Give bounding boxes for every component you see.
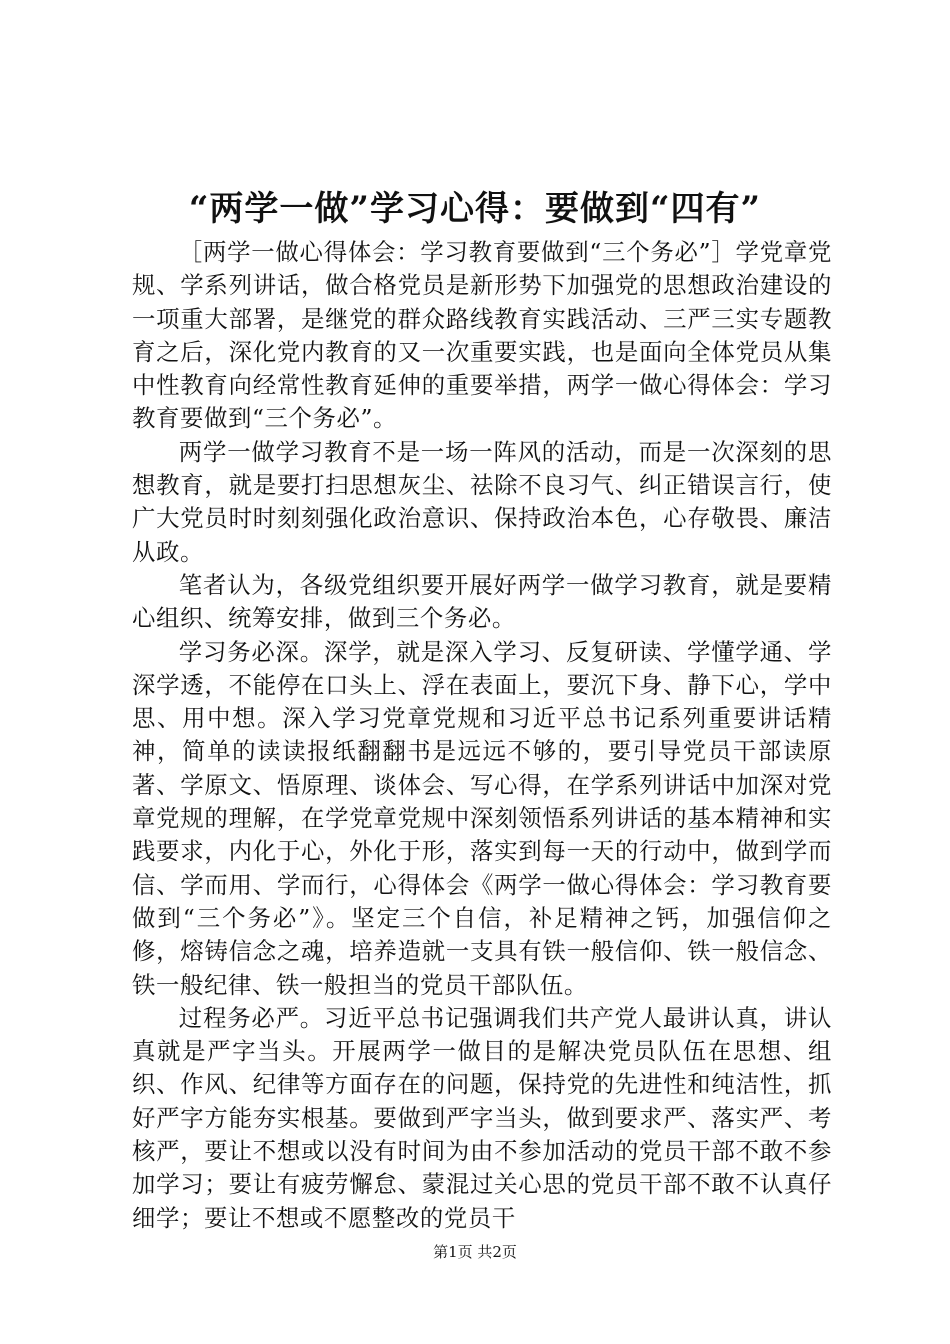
paragraph-1: ［两学一做心得体会：学习教育要做到“三个务必”］学党章党规、学系列讲话，做合格党员是新形势下加强党的思想政治建设的一项重大部署，是继党的群众路线教育实践活动、三严三实专题教育之后，深化党内教育的又一次重要实践，也是面向全体党员从集中性教育向经常性教育延伸的重要举措，两学一做心得体会：学习教育要做到“三个务必”。	[132, 238, 832, 433]
document-title: “两学一做”学习心得：要做到“四有”	[188, 189, 762, 229]
paragraph-4: 学习务必深。深学，就是深入学习、反复研读、学懂学通、学深学透，不能停在口头上、浮在表面上，要沉下身、静下心，学中思、用中想。深入学习党章党规和习近平总书记系列重要讲话精神，简单的读读报纸翻翻书是远远不够的，要引导党员干部读原著、学原文、悟原理、谈体会、写心得，在学系列讲话中加深对党章党规的理解，在学党章党规中深刻领悟系列讲话的基本精神和实践要求，内化于心，外化于形，落实到每一天的行动中，做到学而信、学而用、学而行，心得体会《两学一做心得体会：学习教育要做到“三个务必”》。坚定三个自信，补足精神之钙，加强信仰之修，熔铸信念之魂，培养造就一支具有铁一般信仰、铁一般信念、铁一般纪律、铁一般担当的党员干部队伍。	[132, 637, 832, 999]
paragraph-3: 笔者认为，各级党组织要开展好两学一做学习教育，就是要精心组织、统筹安排，做到三个务必。	[132, 570, 832, 633]
paragraph-2: 两学一做学习教育不是一场一阵风的活动，而是一次深刻的思想教育，就是要打扫思想灰尘、祛除不良习气、纠正错误言行，使广大党员时时刻刻强化政治意识、保持政治本色，心存敬畏、廉洁从政。	[132, 437, 832, 566]
paragraph-5: 过程务必严。习近平总书记强调我们共产党人最讲认真，讲认真就是严字当头。开展两学一做目的是解决党员队伍在思想、组织、作风、纪律等方面存在的问题，保持党的先进性和纯洁性，抓好严字方能夯实根基。要做到严字当头，做到要求严、落实严、考核严，要让不想或以没有时间为由不参加活动的党员干部不敢不参加学习；要让有疲劳懈怠、蒙混过关心思的党员干部不敢不认真仔细学；要让不想或不愿整改的党员干	[132, 1003, 832, 1232]
document-body	[132, 236, 832, 1235]
page-footer: 第1页 共2页	[433, 1243, 517, 1261]
